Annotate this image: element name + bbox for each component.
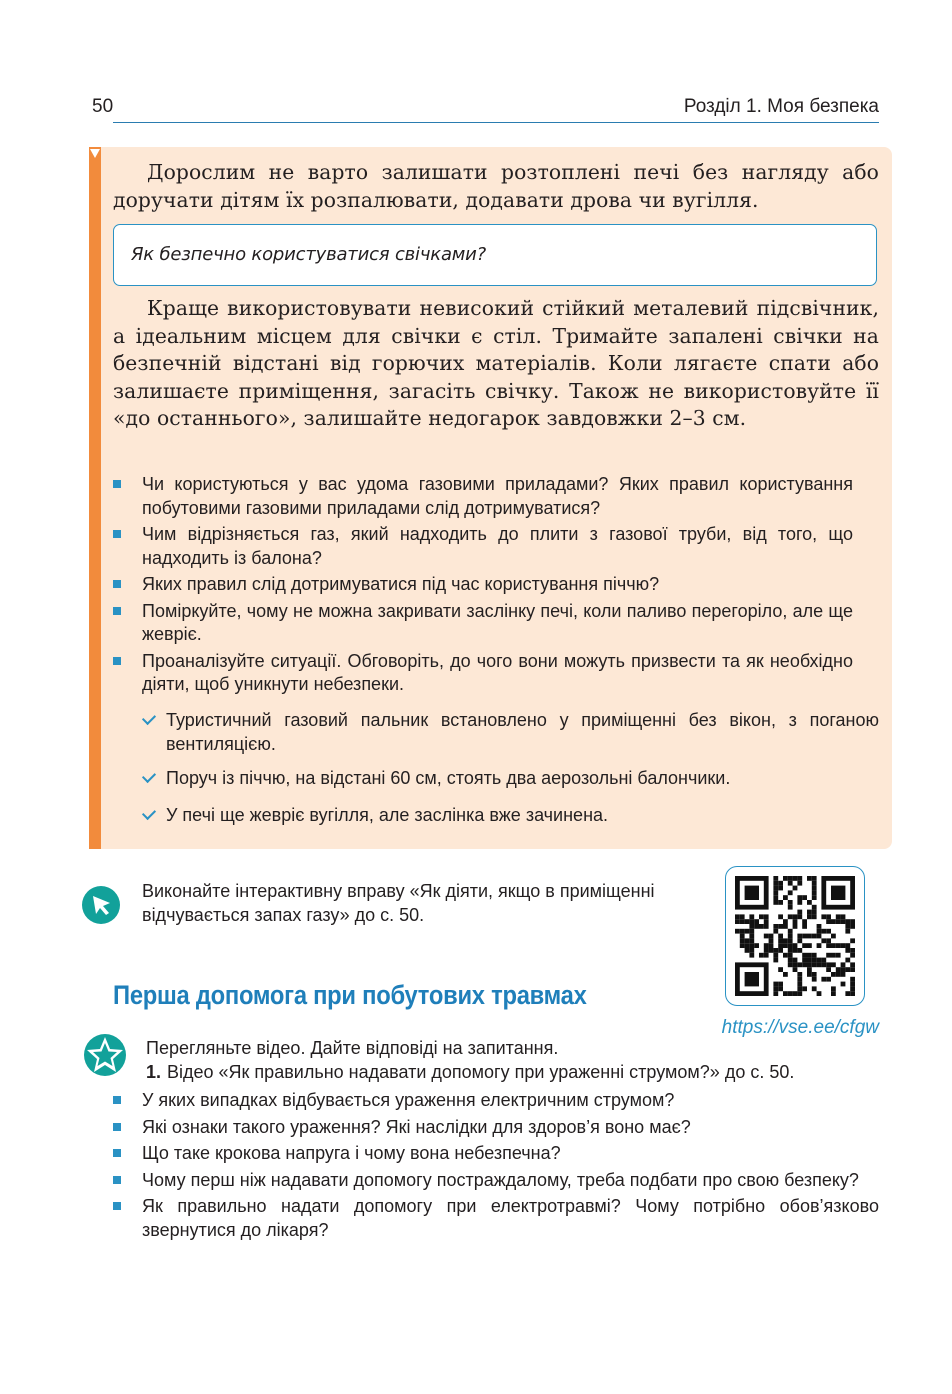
- list-item: У яких випадках відбувається ураження електричним струмом?: [113, 1089, 879, 1113]
- video-questions: [113, 1089, 879, 1245]
- star-icon: [82, 1032, 128, 1078]
- paragraph-stoves: Дорослим не варто залишати розтоплені печі без нагляду або доручати дітям їх розпалювати, додавати дрова чи вугілля.: [113, 160, 879, 212]
- situations-list: [141, 709, 879, 827]
- list-item: Проаналізуйте ситуації. Обговоріть, до чого вони можуть призвести та як необхідно діяти, щоб уникнути небезпеки.: [113, 650, 853, 697]
- list-item: Які ознаки такого ураження? Які наслідки для здоров’я воно має?: [113, 1116, 879, 1140]
- interactive-exercise-text: Виконайте інтерактивну вправу «Як діяти, якщо в приміщенні відчувається запах газу» до с. 50.: [142, 881, 655, 925]
- square-bullet-icon: [113, 1149, 121, 1157]
- paragraph-candles: Краще використовувати невисокий стійкий металевий підсвічник, а ідеальним місцем для свічки є стіл. Тримайте запалені свічки на безпечній відстані від горючих матеріалів. Коли лягаєте спати або залишаєте приміщення, загасіть свічку. Також не використовуйте її «до останнього», залишайте недогарок завдовжки 2–3 см.: [113, 296, 879, 431]
- cursor-click-icon: [82, 886, 120, 924]
- video-number: 1.: [146, 1062, 162, 1082]
- info-box-bar: [89, 147, 101, 849]
- running-head: Розділ 1. Моя безпека: [683, 96, 879, 117]
- question-text: Як безпечно користуватися свічками?: [131, 244, 487, 265]
- list-item: Що таке крокова напруга і чому вона небезпечна?: [113, 1142, 879, 1166]
- list-item: Чим відрізняється газ, який надходить до плити з газової труби, від того, що надходить із балона?: [113, 523, 853, 570]
- square-bullet-icon: [113, 1123, 121, 1131]
- checkmark-icon: [142, 805, 156, 819]
- video-title: Відео «Як правильно надавати допомогу при ураженні струмом?» до с. 50.: [167, 1062, 795, 1082]
- list-item: Поміркуйте, чому не можна закривати заслінку печі, коли паливо перегоріло, але ще жевріє.: [113, 600, 853, 647]
- checkmark-icon: [142, 711, 156, 725]
- list-item: Як правильно надати допомогу при електротравмі? Чому потрібно обов’язково звернутися до лікаря?: [113, 1195, 879, 1242]
- square-bullet-icon: [113, 530, 121, 538]
- square-bullet-icon: [113, 1096, 121, 1104]
- qr-link[interactable]: https://vse.ee/cfgw: [721, 1017, 879, 1038]
- list-item: У печі ще жевріє вугілля, але заслінка вже зачинена.: [141, 804, 879, 828]
- list-item: Поруч із піччю, на відстані 60 см, стоять два аерозольні балончики.: [141, 767, 879, 791]
- list-item: Чи користуються у вас удома газовими приладами? Яких правил користування побутовими газовими приладами слід дотримуватися?: [113, 473, 853, 520]
- info-box: [89, 147, 892, 849]
- qr-code[interactable]: [725, 866, 865, 1006]
- page-number: 50: [92, 96, 114, 117]
- list-item: Туристичний газовий пальник встановлено у приміщенні без вікон, з поганою вентиляцією.: [141, 709, 879, 756]
- discussion-questions: [113, 473, 853, 700]
- square-bullet-icon: [113, 657, 121, 665]
- square-bullet-icon: [113, 480, 121, 488]
- section-heading: Перша допомога при побутових травмах: [113, 980, 587, 1010]
- square-bullet-icon: [113, 1202, 121, 1210]
- corner-marker-icon: [90, 149, 100, 158]
- header-rule: [113, 122, 879, 123]
- video-item: [146, 1060, 794, 1084]
- question-box: [113, 224, 877, 286]
- checkmark-icon: [142, 769, 156, 783]
- square-bullet-icon: [113, 1176, 121, 1184]
- square-bullet-icon: [113, 580, 121, 588]
- list-item: Чому перш ніж надавати допомогу постраждалому, треба подбати про свою безпеку?: [113, 1169, 879, 1193]
- video-intro: Перегляньте відео. Дайте відповіді на запитання.: [146, 1038, 559, 1058]
- square-bullet-icon: [113, 607, 121, 615]
- list-item: Яких правил слід дотримуватися під час користування піччю?: [113, 573, 853, 597]
